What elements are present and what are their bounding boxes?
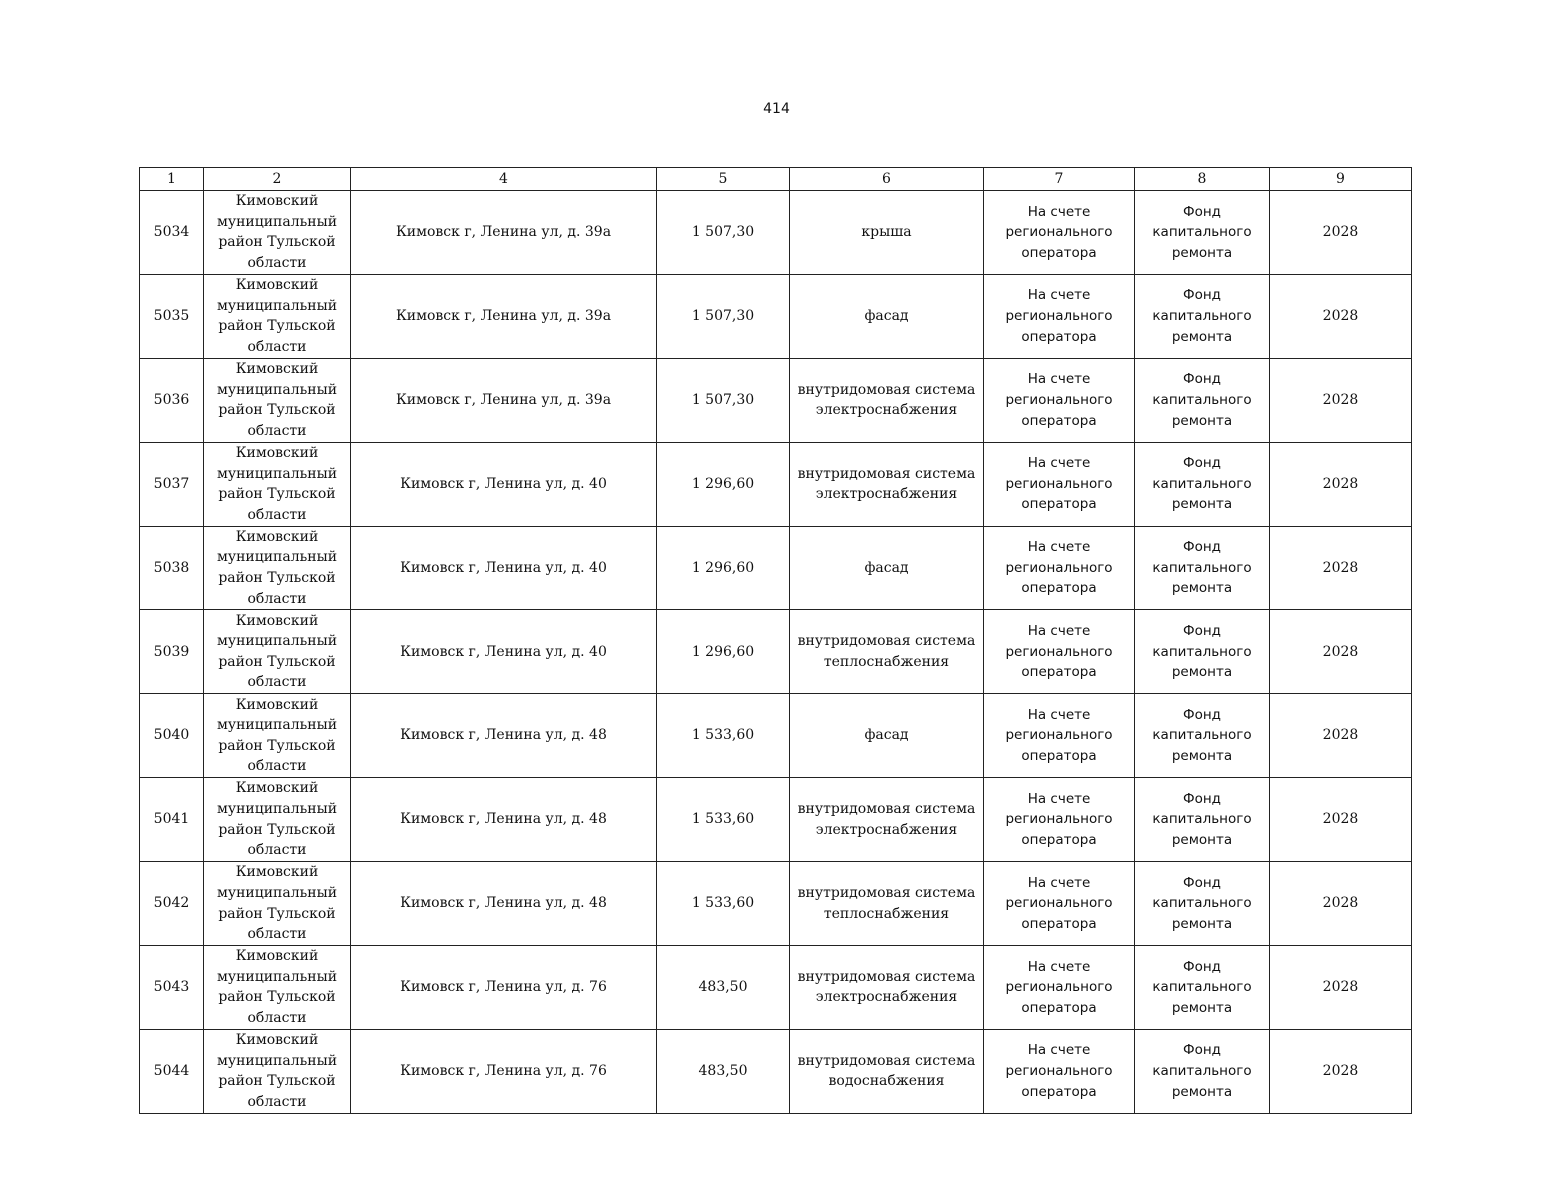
row-number-cell: 5037 <box>140 442 204 526</box>
account-cell: На счете регионального оператора <box>984 1029 1135 1113</box>
account-cell: На счете регионального оператора <box>984 778 1135 862</box>
municipality-cell: Кимовский муниципальный район Тульской области <box>204 778 351 862</box>
municipality-cell: Кимовский муниципальный район Тульской области <box>204 526 351 610</box>
area-cell: 1 533,60 <box>657 778 790 862</box>
row-number-cell: 5041 <box>140 778 204 862</box>
work-type-cell: внутридомовая система электроснабжения <box>790 778 984 862</box>
row-number-cell: 5039 <box>140 610 204 694</box>
table-row <box>140 526 1412 610</box>
account-cell: На счете регионального оператора <box>984 191 1135 275</box>
table-row <box>140 778 1412 862</box>
table-row <box>140 442 1412 526</box>
column-header: 2 <box>204 168 351 191</box>
fund-cell: Фонд капитального ремонта <box>1135 694 1270 778</box>
account-cell: На счете регионального оператора <box>984 358 1135 442</box>
year-cell: 2028 <box>1270 862 1412 946</box>
address-cell: Кимовск г, Ленина ул, д. 48 <box>351 778 657 862</box>
table-row <box>140 946 1412 1030</box>
account-cell: На счете регионального оператора <box>984 946 1135 1030</box>
column-header: 8 <box>1135 168 1270 191</box>
fund-cell: Фонд капитального ремонта <box>1135 610 1270 694</box>
year-cell: 2028 <box>1270 274 1412 358</box>
table-row <box>140 358 1412 442</box>
address-cell: Кимовск г, Ленина ул, д. 39а <box>351 358 657 442</box>
address-cell: Кимовск г, Ленина ул, д. 39а <box>351 274 657 358</box>
account-cell: На счете регионального оператора <box>984 694 1135 778</box>
municipality-cell: Кимовский муниципальный район Тульской области <box>204 442 351 526</box>
work-type-cell: внутридомовая система электроснабжения <box>790 358 984 442</box>
column-header: 1 <box>140 168 204 191</box>
area-cell: 1 296,60 <box>657 442 790 526</box>
work-type-cell: фасад <box>790 274 984 358</box>
municipality-cell: Кимовский муниципальный район Тульской области <box>204 274 351 358</box>
work-type-cell: внутридомовая система электроснабжения <box>790 442 984 526</box>
header-row <box>140 168 1412 191</box>
table-body <box>140 191 1412 1114</box>
municipality-cell: Кимовский муниципальный район Тульской области <box>204 1029 351 1113</box>
address-cell: Кимовск г, Ленина ул, д. 76 <box>351 1029 657 1113</box>
column-header: 7 <box>984 168 1135 191</box>
year-cell: 2028 <box>1270 694 1412 778</box>
fund-cell: Фонд капитального ремонта <box>1135 946 1270 1030</box>
table-row <box>140 862 1412 946</box>
row-number-cell: 5038 <box>140 526 204 610</box>
work-type-cell: фасад <box>790 526 984 610</box>
area-cell: 1 533,60 <box>657 694 790 778</box>
fund-cell: Фонд капитального ремонта <box>1135 358 1270 442</box>
municipality-cell: Кимовский муниципальный район Тульской области <box>204 358 351 442</box>
year-cell: 2028 <box>1270 526 1412 610</box>
work-type-cell: внутридомовая система электроснабжения <box>790 946 984 1030</box>
work-type-cell: фасад <box>790 694 984 778</box>
table-row <box>140 610 1412 694</box>
row-number-cell: 5036 <box>140 358 204 442</box>
municipality-cell: Кимовский муниципальный район Тульской области <box>204 191 351 275</box>
year-cell: 2028 <box>1270 778 1412 862</box>
area-cell: 1 507,30 <box>657 191 790 275</box>
table-row <box>140 274 1412 358</box>
column-header: 5 <box>657 168 790 191</box>
area-cell: 1 296,60 <box>657 610 790 694</box>
area-cell: 483,50 <box>657 946 790 1030</box>
area-cell: 1 507,30 <box>657 274 790 358</box>
address-cell: Кимовск г, Ленина ул, д. 39а <box>351 191 657 275</box>
row-number-cell: 5034 <box>140 191 204 275</box>
year-cell: 2028 <box>1270 1029 1412 1113</box>
year-cell: 2028 <box>1270 191 1412 275</box>
address-cell: Кимовск г, Ленина ул, д. 40 <box>351 610 657 694</box>
work-type-cell: крыша <box>790 191 984 275</box>
fund-cell: Фонд капитального ремонта <box>1135 442 1270 526</box>
work-type-cell: внутридомовая система водоснабжения <box>790 1029 984 1113</box>
address-cell: Кимовск г, Ленина ул, д. 76 <box>351 946 657 1030</box>
year-cell: 2028 <box>1270 442 1412 526</box>
area-cell: 1 507,30 <box>657 358 790 442</box>
municipality-cell: Кимовский муниципальный район Тульской области <box>204 610 351 694</box>
year-cell: 2028 <box>1270 358 1412 442</box>
municipality-cell: Кимовский муниципальный район Тульской области <box>204 946 351 1030</box>
row-number-cell: 5040 <box>140 694 204 778</box>
work-type-cell: внутридомовая система теплоснабжения <box>790 610 984 694</box>
column-header: 4 <box>351 168 657 191</box>
year-cell: 2028 <box>1270 946 1412 1030</box>
area-cell: 1 533,60 <box>657 862 790 946</box>
row-number-cell: 5035 <box>140 274 204 358</box>
fund-cell: Фонд капитального ремонта <box>1135 191 1270 275</box>
row-number-cell: 5042 <box>140 862 204 946</box>
fund-cell: Фонд капитального ремонта <box>1135 526 1270 610</box>
address-cell: Кимовск г, Ленина ул, д. 40 <box>351 442 657 526</box>
work-type-cell: внутридомовая система теплоснабжения <box>790 862 984 946</box>
table-row <box>140 694 1412 778</box>
column-header: 6 <box>790 168 984 191</box>
fund-cell: Фонд капитального ремонта <box>1135 274 1270 358</box>
row-number-cell: 5044 <box>140 1029 204 1113</box>
column-header: 9 <box>1270 168 1412 191</box>
address-cell: Кимовск г, Ленина ул, д. 40 <box>351 526 657 610</box>
row-number-cell: 5043 <box>140 946 204 1030</box>
account-cell: На счете регионального оператора <box>984 274 1135 358</box>
account-cell: На счете регионального оператора <box>984 610 1135 694</box>
area-cell: 1 296,60 <box>657 526 790 610</box>
fund-cell: Фонд капитального ремонта <box>1135 1029 1270 1113</box>
address-cell: Кимовск г, Ленина ул, д. 48 <box>351 694 657 778</box>
area-cell: 483,50 <box>657 1029 790 1113</box>
table-row <box>140 191 1412 275</box>
account-cell: На счете регионального оператора <box>984 442 1135 526</box>
page-number: 414 <box>763 101 790 117</box>
account-cell: На счете регионального оператора <box>984 862 1135 946</box>
municipality-cell: Кимовский муниципальный район Тульской области <box>204 694 351 778</box>
fund-cell: Фонд капитального ремонта <box>1135 862 1270 946</box>
repair-schedule-table <box>139 167 1412 1114</box>
account-cell: На счете регионального оператора <box>984 526 1135 610</box>
municipality-cell: Кимовский муниципальный район Тульской области <box>204 862 351 946</box>
fund-cell: Фонд капитального ремонта <box>1135 778 1270 862</box>
address-cell: Кимовск г, Ленина ул, д. 48 <box>351 862 657 946</box>
table-row <box>140 1029 1412 1113</box>
year-cell: 2028 <box>1270 610 1412 694</box>
